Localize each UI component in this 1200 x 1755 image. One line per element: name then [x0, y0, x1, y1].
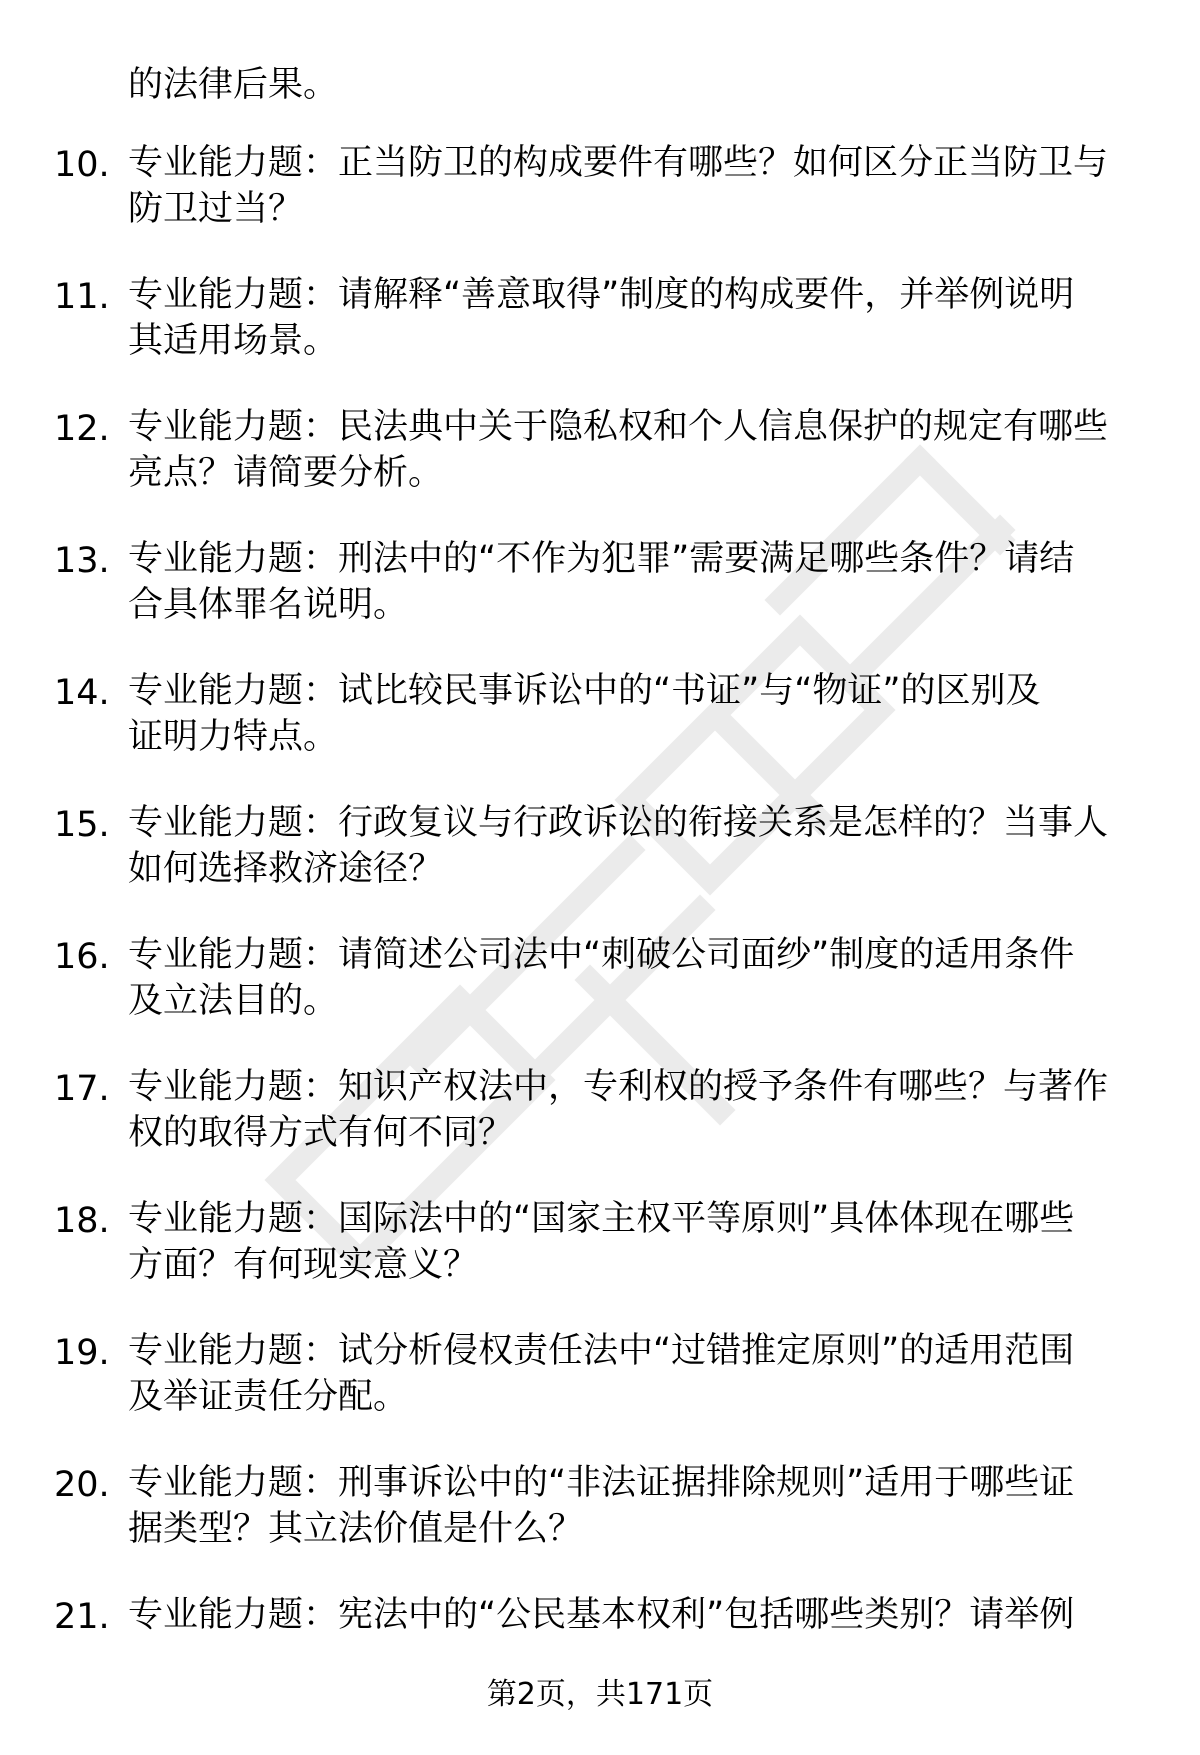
question-line: 专业能力题：国际法中的“国家主权平等原则”具体体现在哪些 [128, 1199, 1075, 1239]
question-item [0, 800, 1200, 932]
continuation-text: 的法律后果。 [128, 65, 339, 105]
question-list [0, 140, 1200, 1724]
question-line: 亮点？请简要分析。 [128, 453, 444, 493]
question-text [128, 1064, 1140, 1156]
question-item [0, 140, 1200, 272]
question-number: 21. [54, 1597, 110, 1637]
question-line: 如何选择救济途径？ [128, 849, 444, 889]
question-number: 19. [54, 1333, 110, 1373]
question-line: 专业能力题：正当防卫的构成要件有哪些？如何区分正当防卫与 [128, 143, 1109, 183]
question-text [128, 800, 1140, 892]
question-text [128, 1196, 1140, 1288]
question-line: 专业能力题：试分析侵权责任法中“过错推定原则”的适用范围 [128, 1331, 1075, 1371]
question-item [0, 1196, 1200, 1328]
question-number: 16. [54, 937, 110, 977]
question-text [128, 932, 1140, 1024]
question-line: 专业能力题：民法典中关于隐私权和个人信息保护的规定有哪些 [128, 407, 1109, 447]
question-text [128, 1460, 1140, 1552]
question-line: 专业能力题：请简述公司法中“刺破公司面纱”制度的适用条件 [128, 935, 1075, 975]
question-line: 证明力特点。 [128, 717, 339, 757]
question-line: 专业能力题：请解释“善意取得”制度的构成要件，并举例说明 [128, 275, 1075, 315]
page-footer: 第2页，共171页 [486, 1677, 714, 1712]
question-item [0, 1064, 1200, 1196]
question-text [128, 1328, 1140, 1420]
question-line: 据类型？其立法价值是什么？ [128, 1509, 584, 1549]
question-line: 及举证责任分配。 [128, 1377, 409, 1417]
question-line: 及立法目的。 [128, 981, 339, 1021]
question-text [128, 1592, 1140, 1638]
question-number: 15. [54, 805, 110, 845]
question-text [128, 404, 1140, 496]
question-item [0, 536, 1200, 668]
question-number: 14. [54, 673, 110, 713]
question-item [0, 932, 1200, 1064]
question-text [128, 272, 1140, 364]
question-text [128, 668, 1140, 760]
question-number: 12. [54, 409, 110, 449]
question-line: 权的取得方式有何不同？ [128, 1113, 514, 1153]
question-line: 专业能力题：刑法中的“不作为犯罪”需要满足哪些条件？请结 [128, 539, 1075, 579]
question-line: 专业能力题：宪法中的“公民基本权利”包括哪些类别？请举例 [128, 1595, 1075, 1635]
question-number: 13. [54, 541, 110, 581]
question-line: 防卫过当？ [128, 189, 304, 229]
question-number: 18. [54, 1201, 110, 1241]
question-line: 其适用场景。 [128, 321, 339, 361]
question-item [0, 668, 1200, 800]
question-item [0, 404, 1200, 536]
question-number: 20. [54, 1465, 110, 1505]
question-line: 专业能力题：行政复议与行政诉讼的衔接关系是怎样的？当事人 [128, 803, 1109, 843]
question-text [128, 536, 1140, 628]
question-item [0, 1460, 1200, 1592]
question-line: 专业能力题：知识产权法中，专利权的授予条件有哪些？与著作 [128, 1067, 1109, 1107]
question-item [0, 272, 1200, 404]
question-number: 11. [54, 277, 110, 317]
question-text [128, 140, 1140, 232]
question-line: 专业能力题：试比较民事诉讼中的“书证”与“物证”的区别及 [128, 671, 1041, 711]
question-line: 合具体罪名说明。 [128, 585, 409, 625]
question-number: 10. [54, 145, 110, 185]
question-item [0, 1328, 1200, 1460]
question-number: 17. [54, 1069, 110, 1109]
question-line: 方面？有何现实意义？ [128, 1245, 479, 1285]
question-line: 专业能力题：刑事诉讼中的“非法证据排除规则”适用于哪些证 [128, 1463, 1075, 1503]
